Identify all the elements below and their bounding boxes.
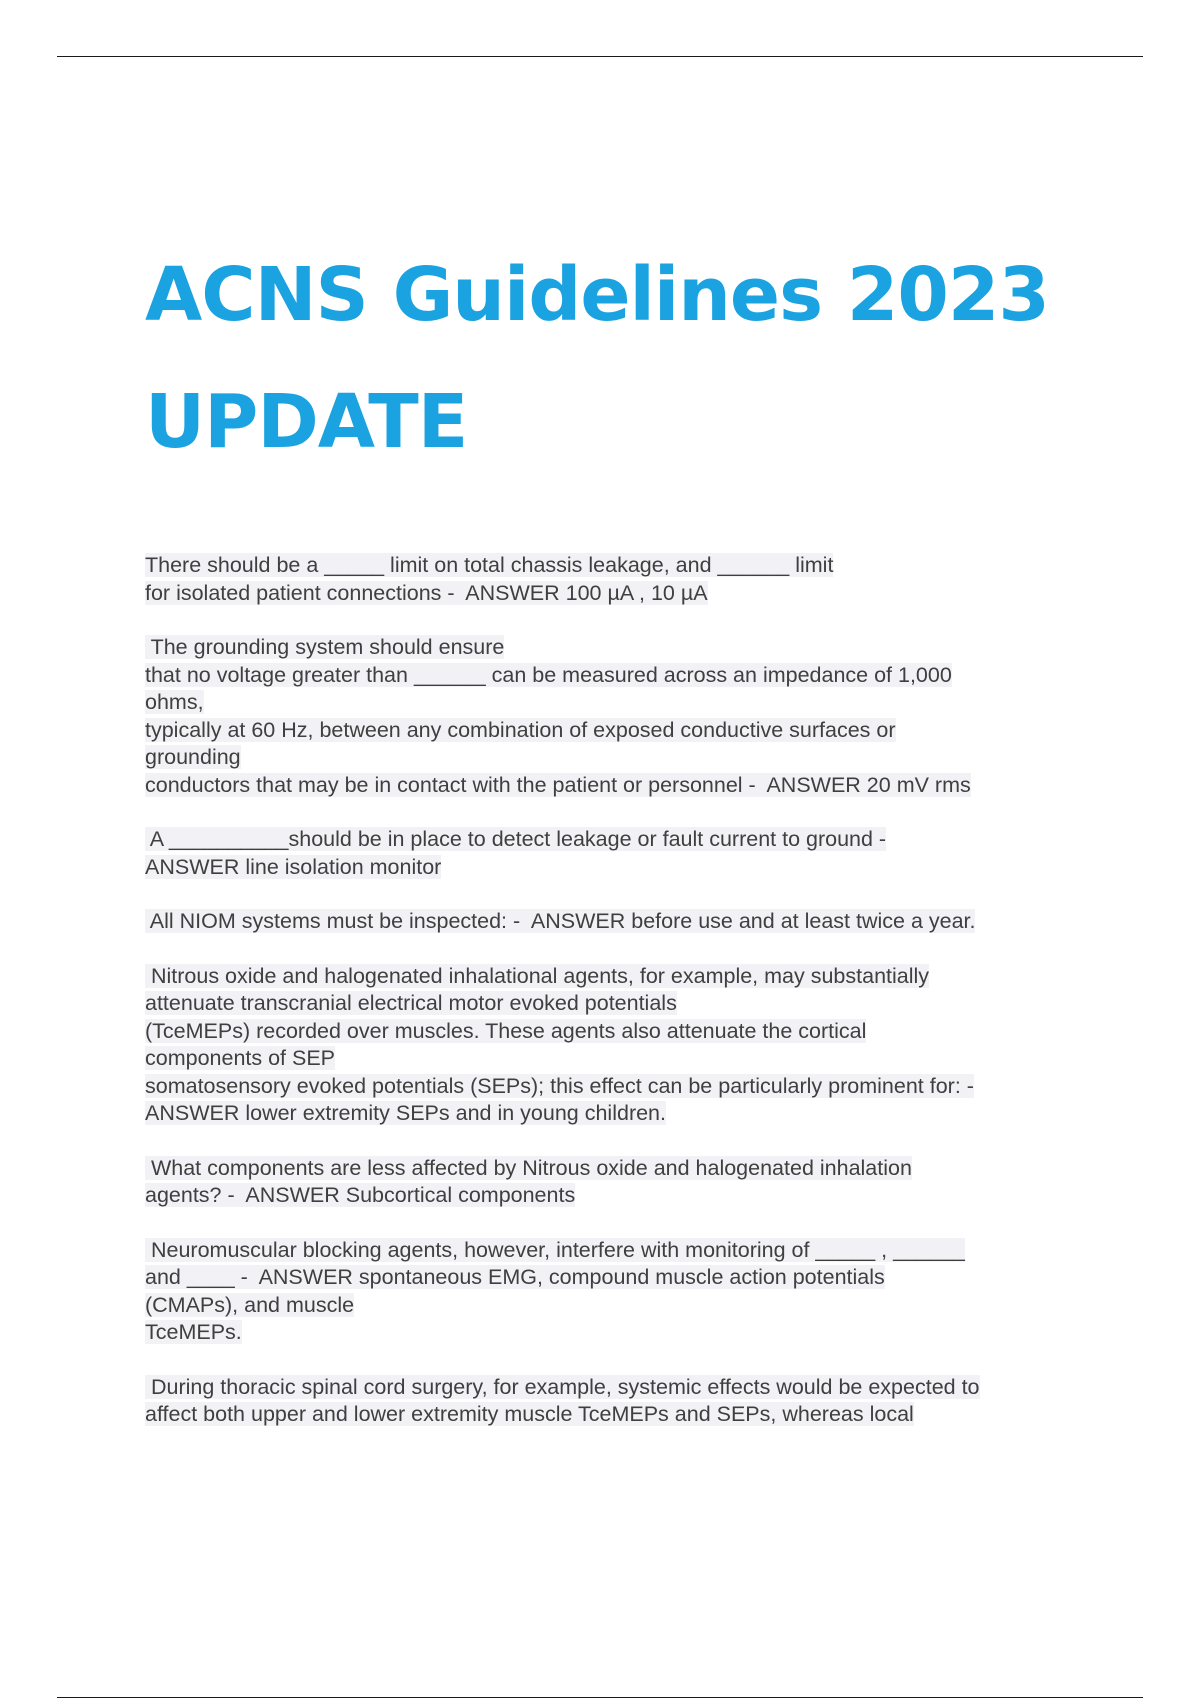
qa-7-line-4: TceMEPs. (145, 1320, 242, 1344)
qa-2-line-4: typically at 60 Hz, between any combination of exposed conductive surfaces or (145, 717, 896, 742)
qa-1-line-2: for isolated patient connections - ANSWER 100 µA , 10 µA (145, 580, 708, 605)
qa-item-5 (145, 963, 1090, 1128)
qa-item-4 (145, 908, 1090, 936)
document-title (145, 232, 1049, 486)
qa-5-line-1: Nitrous oxide and halogenated inhalational agents, for example, may substantially (145, 963, 930, 988)
qa-2-line-1: The grounding system should ensure (145, 635, 505, 659)
qa-5-line-6: ANSWER lower extremity SEPs and in young children. (145, 1101, 666, 1125)
qa-3-line-2: ANSWER line isolation monitor (145, 854, 442, 879)
qa-2-line-2: that no voltage greater than ______ can be measured across an impedance of 1,000 (145, 662, 952, 687)
title-line-2: UPDATE (145, 379, 468, 465)
qa-item-6 (145, 1155, 1090, 1210)
qa-3-line-1: A __________should be in place to detect leakage or fault current to ground - (145, 827, 887, 851)
qa-6-line-1: What components are less affected by Nitrous oxide and halogenated inhalation (145, 1155, 912, 1180)
qa-6-line-2: agents? - ANSWER Subcortical components (145, 1183, 576, 1207)
qa-7-line-2: and ____ - ANSWER spontaneous EMG, compound muscle action potentials (145, 1265, 885, 1289)
qa-item-3 (145, 826, 1090, 881)
qa-7-line-1: Neuromuscular blocking agents, however, interfere with monitoring of _____ , ______ (145, 1237, 965, 1262)
qa-item-2 (145, 634, 1090, 799)
title-line-1: ACNS Guidelines 2023 (145, 252, 1049, 338)
qa-7-line-3: (CMAPs), and muscle (145, 1292, 355, 1317)
qa-item-7 (145, 1237, 1090, 1347)
qa-item-1 (145, 552, 1090, 607)
qa-1-line-1: There should be a _____ limit on total chassis leakage, and ______ limit (145, 553, 834, 577)
top-rule (57, 56, 1143, 57)
qa-2-line-3: ohms, (145, 690, 204, 714)
qa-5-line-5: somatosensory evoked potentials (SEPs); this effect can be particularly prominent for: - (145, 1073, 974, 1098)
qa-5-line-4: components of SEP (145, 1046, 336, 1070)
qa-2-line-5: grounding (145, 745, 241, 769)
qa-8-line-1: During thoracic spinal cord surgery, for example, systemic effects would be expected to (145, 1374, 980, 1399)
qa-8-line-2: affect both upper and lower extremity muscle TceMEPs and SEPs, whereas local (145, 1402, 914, 1426)
qa-5-line-2: attenuate transcranial electrical motor evoked potentials (145, 991, 677, 1015)
qa-4-line-1: All NIOM systems must be inspected: - ANSWER before use and at least twice a year. (145, 909, 976, 933)
qa-list (145, 552, 1090, 1456)
qa-2-line-6: conductors that may be in contact with the patient or personnel - ANSWER 20 mV rms (145, 772, 971, 797)
qa-item-8 (145, 1374, 1090, 1429)
qa-5-line-3: (TceMEPs) recorded over muscles. These agents also attenuate the cortical (145, 1018, 867, 1043)
bottom-rule (57, 1697, 1143, 1698)
